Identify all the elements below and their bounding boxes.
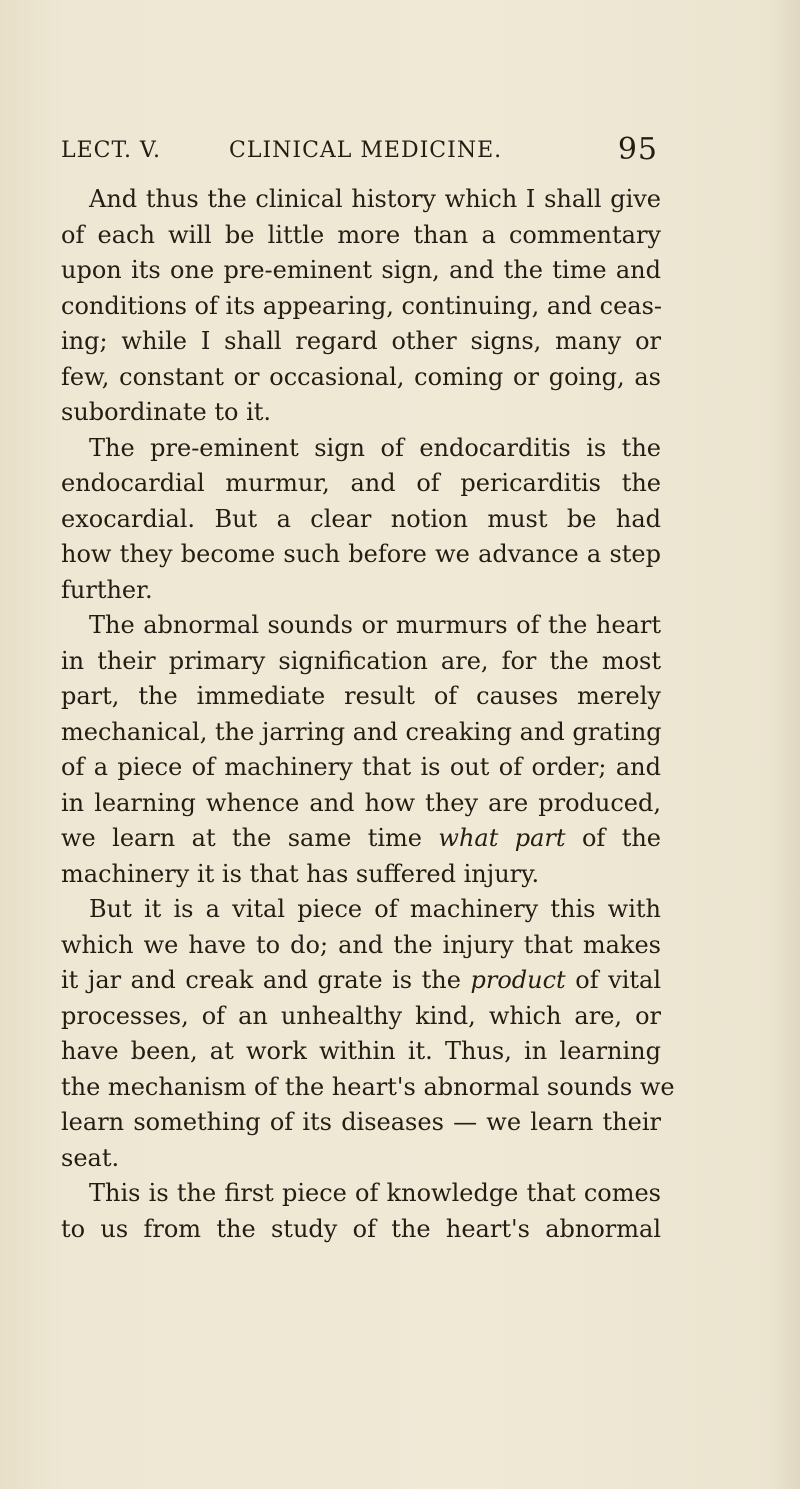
text-segment: it jar and creak and grate is the [61, 966, 471, 994]
text-line: This is the first piece of knowledge that comes [89, 1179, 661, 1207]
text-line: have been, at work within it. Thus, in learning [61, 1037, 661, 1065]
text-line: part, the immediate result of causes merely [61, 682, 661, 710]
text-line: of a piece of machinery that is out of order; and [61, 753, 661, 781]
text-line [61, 821, 661, 857]
body-text [61, 182, 675, 1247]
text-line [61, 963, 661, 999]
text-segment: of the [565, 824, 662, 852]
text-line: how they become such before we advance a step [61, 540, 661, 568]
text-line: ing; while I shall regard other signs, many or [61, 327, 661, 355]
text-line: in their primary signification are, for the most [61, 646, 661, 675]
text-line: mechanical, the jarring and creaking and grating [61, 717, 662, 746]
text-line: conditions of its appearing, continuing, and ceas- [61, 291, 663, 320]
text-line: processes, of an unhealthy kind, which are, or [61, 1001, 661, 1030]
text-line: the mechanism of the heart's abnormal sounds we [61, 1072, 675, 1101]
text-line: exocardial. But a clear notion must be had [61, 504, 661, 533]
emphasis-text: what part [438, 824, 566, 852]
book-title: CLINICAL MEDICINE. [229, 138, 503, 163]
emphasis-text: product [470, 966, 566, 994]
text-line: The pre-eminent sign of endocarditis is the [89, 433, 661, 462]
text-line: And thus the clinical history which I shall give [89, 185, 661, 213]
page-number: 95 [617, 132, 658, 167]
text-line: machinery it is that has suffered injury. [61, 859, 540, 888]
page-edge-shadow [770, 0, 800, 1489]
running-head [61, 132, 658, 178]
text-line: further. [61, 575, 153, 604]
lecture-label: LECT. V. [61, 138, 161, 163]
text-line: to us from the study of the heart's abnormal [61, 1214, 661, 1243]
text-line: upon its one pre-eminent sign, and the time and [61, 256, 661, 284]
text-line: which we have to do; and the injury that makes [61, 930, 661, 959]
text-segment: we learn at the same time [61, 824, 439, 852]
text-line: of each will be little more than a commentary [61, 220, 661, 249]
text-line: But it is a vital piece of machinery this with [89, 895, 661, 923]
text-line: subordinate to it. [61, 398, 272, 426]
text-line: The abnormal sounds or murmurs of the heart [89, 611, 661, 639]
text-line: few, constant or occasional, coming or going, as [61, 362, 661, 391]
text-line: seat. [61, 1143, 120, 1172]
text-line: learn something of its diseases — we learn their [61, 1108, 661, 1136]
text-line: in learning whence and how they are produced, [61, 788, 661, 817]
text-segment: of vital [565, 966, 662, 994]
text-line: endocardial murmur, and of pericarditis the [61, 469, 661, 497]
